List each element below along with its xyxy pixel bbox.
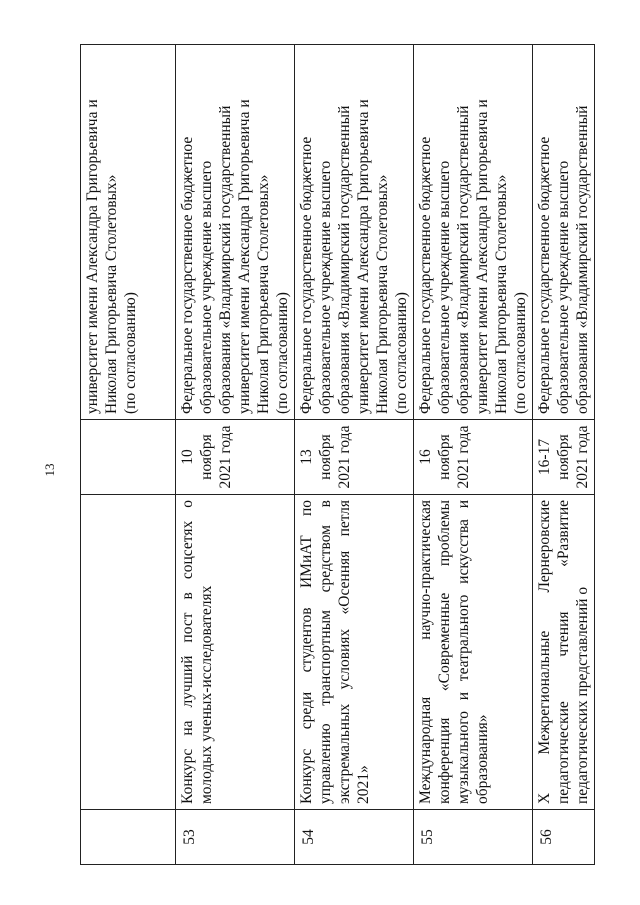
- cell-organizer: [176, 45, 295, 420]
- organizer-line: образования «Владимирский государственный: [574, 105, 591, 414]
- table-row-continued: [81, 45, 176, 865]
- organizer-line: университет имени Александра Григорьевича и: [236, 99, 253, 414]
- cell-organizer: [414, 45, 533, 420]
- organizer-line: образования «Владимирский государственный: [455, 105, 472, 414]
- rotated-table-viewport: [80, 45, 591, 865]
- organizer-line: университет имени Александра Григорьевича и: [355, 99, 372, 414]
- organizer-line: (по согласованию): [393, 292, 410, 414]
- table-row: [295, 45, 414, 865]
- cell-title: Конкурс на лучший пост в соцсетях о молодых ученых-исследователях: [176, 495, 295, 810]
- cell-num: 55: [414, 810, 533, 865]
- page-number: 13: [42, 463, 57, 477]
- cell-organizer: [533, 45, 595, 420]
- organizer-line: Николая Григорьевича Столетовых»: [493, 174, 510, 414]
- cell-title: Конкурс среди студентов ИМиАТ по управлению транспортным средством в экстремальных условиях «Осенняя петля 2021»: [295, 495, 414, 810]
- cell-date: 16 ноября 2021 года: [414, 420, 533, 495]
- organizer-line: Федеральное государственное бюджетное: [179, 136, 196, 414]
- organizer-line: образовательное учреждение высшего: [198, 160, 215, 414]
- events-table: [80, 44, 595, 865]
- organizer-line: Федеральное государственное бюджетное: [417, 136, 434, 414]
- organizer-line: (по согласованию): [512, 292, 529, 414]
- organizer-line: образовательное учреждение высшего: [436, 160, 453, 414]
- cell-title: X Межрегиональные Лернеровские педагогические чтения «Развитие педагогических представлений о: [533, 495, 595, 810]
- organizer-line: Николая Григорьевича Столетовых»: [103, 174, 120, 414]
- organizer-line: (по согласованию): [274, 292, 291, 414]
- organizer-line: Николая Григорьевича Столетовых»: [255, 174, 272, 414]
- table-row: [176, 45, 295, 865]
- events-table-wrapper: [80, 45, 591, 865]
- cell-date: 16-17 ноября 2021 года: [533, 420, 595, 495]
- cell-organizer: [81, 45, 176, 420]
- cell-date: 10 ноября 2021 года: [176, 420, 295, 495]
- organizer-line: (по согласованию): [122, 292, 139, 414]
- cell-date: 13 ноября 2021 года: [295, 420, 414, 495]
- cell-title: Международная научно-практическая конференция «Современные проблемы музыкального и театрального искусства и образования»: [414, 495, 533, 810]
- organizer-line: университет имени Александра Григорьевича и: [474, 99, 491, 414]
- cell-date: [81, 420, 176, 495]
- organizer-line: образовательное учреждение высшего: [555, 160, 572, 414]
- organizer-line: образования «Владимирский государственный: [217, 105, 234, 414]
- table-row: [533, 45, 595, 865]
- cell-title: [81, 495, 176, 810]
- cell-num: 53: [176, 810, 295, 865]
- table-row: [414, 45, 533, 865]
- cell-num: [81, 810, 176, 865]
- cell-num: 54: [295, 810, 414, 865]
- organizer-line: Федеральное государственное бюджетное: [536, 136, 553, 414]
- organizer-line: Николая Григорьевича Столетовых»: [374, 174, 391, 414]
- organizer-line: Федеральное государственное бюджетное: [298, 136, 315, 414]
- organizer-line: образования «Владимирский государственный: [336, 105, 353, 414]
- organizer-line: университет имени Александра Григорьевича и: [84, 99, 101, 414]
- cell-num: 56: [533, 810, 595, 865]
- cell-organizer: [295, 45, 414, 420]
- organizer-line: образовательное учреждение высшего: [317, 160, 334, 414]
